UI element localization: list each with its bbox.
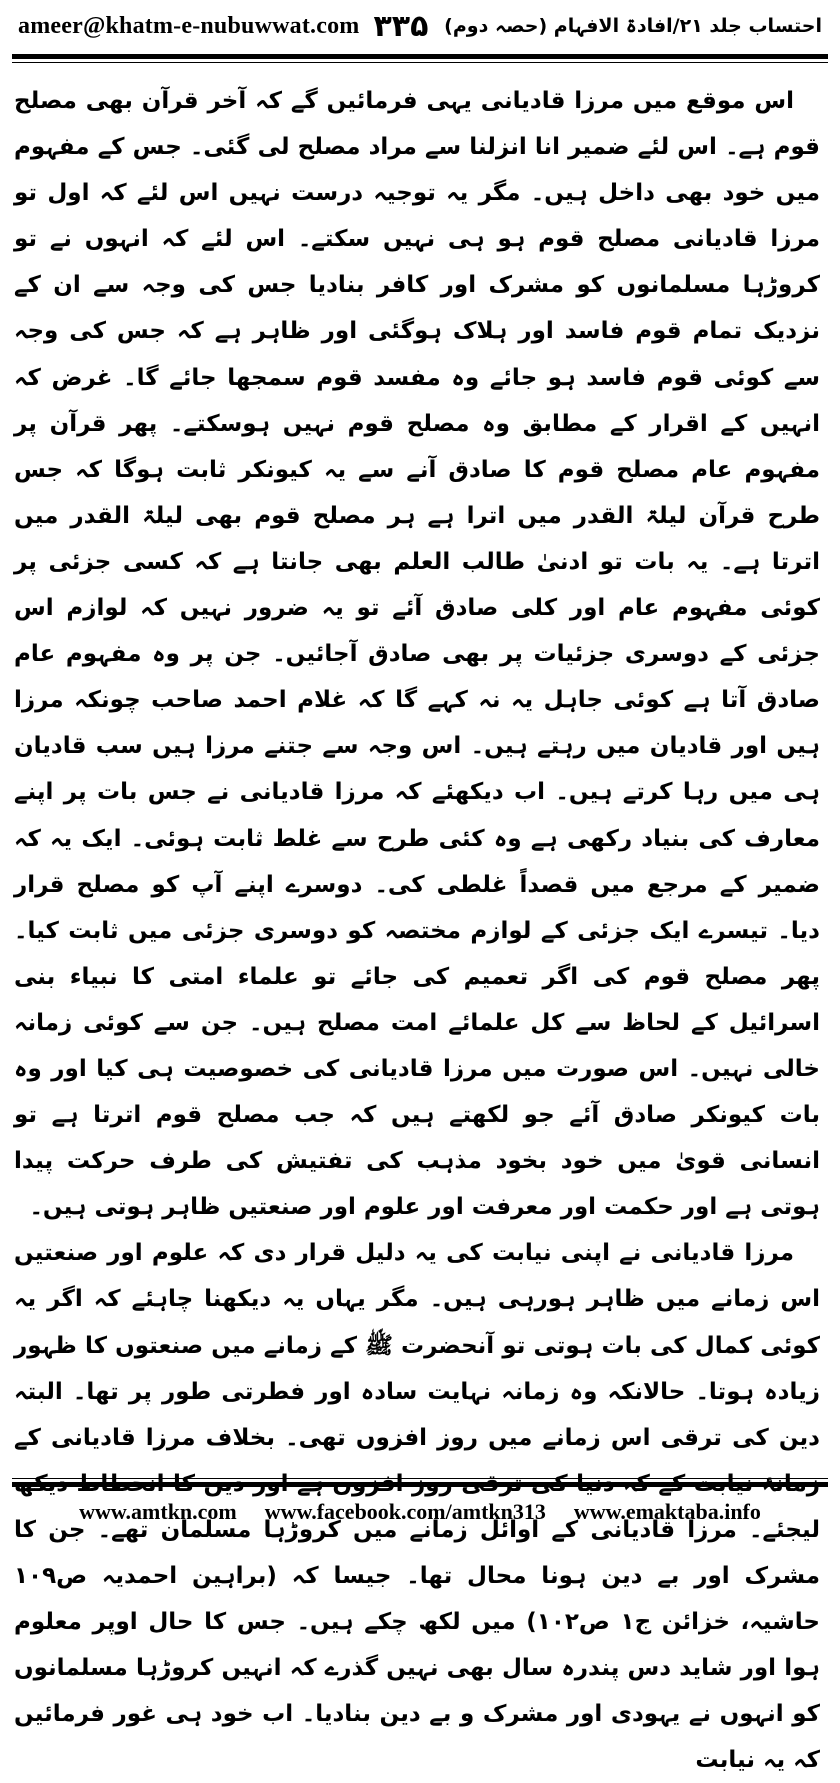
paragraph-2: مرزا قادیانی نے اپنی نیابت کی یہ دلیل قرار دی کہ علوم اور صنعتیں اس زمانے میں ظاہر ہورہی ہیں۔ مگر یہاں یہ دیکھنا چاہئے کہ اگر یہ کوئی کمال کی بات ہوتی تو آنحضرت ﷺ کے زمانے میں صنعتوں کا ظہور زیادہ ہوتا۔ حالانکہ وہ زمانہ نہایت سادہ اور فطرتی طور پر تھا۔ البتہ دین کی ترقی اس زمانے میں روز افزوں تھی۔ بخلاف مرزا قادیانی کے زمانۂ نیابت کے کہ دنیا کی ترقی روز افزوں ہے اور دین کا انحطاط دیکھ لیجئے۔ مرزا قادیانی کے اوائل زمانے میں کروڑہا مسلمان تھے۔ جن کا مشرک اور بے دین ہونا محال تھا۔ جیسا کہ (براہین احمدیہ ص۱۰۹ حاشیہ، خزائن ج۱ ص۱۰۲) میں لکھ چکے ہیں۔ جس کا حال اوپر معلوم ہوا اور شاید دس پندرہ سال بھی نہیں گذرے کہ انہیں کروڑہا مسلمانوں کو انہوں نے یہودی اور مشرک و بے دین بنادیا۔ اب خود ہی غور فرمائیں کہ یہ نیابت — [14, 1240, 820, 1774]
book-title: احتساب جلد ۲۱/افادۃ الافہام (حصہ دوم) — [444, 15, 822, 37]
header-left — [18, 9, 428, 44]
footer-link-facebook[interactable]: www.facebook.com/amtkn313 — [264, 1499, 546, 1524]
header-rule — [12, 54, 828, 63]
page-header — [18, 0, 822, 52]
header-email[interactable]: ameer@khatm-e-nubuwwat.com — [18, 12, 360, 39]
paragraph-1: اس موقع میں مرزا قادیانی یہی فرمائیں گے کہ آخر قرآن بھی مصلح قوم ہے۔ اس لئے ضمیر انا انزلنا سے مراد مصلح لی گئی۔ جس کے مفہوم میں خود بھی داخل ہیں۔ مگر یہ توجیہ درست نہیں اس لئے کہ اول تو مرزا قادیانی مصلح قوم ہو ہی نہیں سکتے۔ اس لئے کہ انہوں نے تو کروڑہا مسلمانوں کو مشرک اور کافر بنادیا جس کی وجہ سے ان کے نزدیک تمام قوم فاسد اور ہلاک ہوگئی اور ظاہر ہے کہ جس کی وجہ سے کوئی قوم فاسد ہو جائے وہ مفسد قوم سمجھا جائے گا۔ غرض کہ انہیں کے اقرار کے مطابق وہ مصلح قوم نہیں ہوسکتے۔ پھر قرآن پر مفہوم عام مصلح قوم کا صادق آنے سے یہ کیونکر ثابت ہوگا کہ جس طرح قرآن لیلۃ القدر میں اترا ہے ہر مصلح قوم بھی لیلۃ القدر میں اترتا ہے۔ یہ بات تو ادنیٰ طالب العلم بھی جانتا ہے کہ کسی جزئی پر کوئی مفہوم عام اور کلی صادق آئے تو یہ ضرور نہیں کہ لوازم اس جزئی کے دوسری جزئیات پر بھی صادق آجائیں۔ جن پر وہ مفہوم عام صادق آتا ہے کوئی جاہل یہ نہ کہے گا کہ غلام احمد صاحب چونکہ مرزا ہیں اور قادیان میں رہتے ہیں۔ اس وجہ سے جتنے مرزا ہیں سب قادیان ہی میں رہا کرتے ہیں۔ اب دیکھئے کہ مرزا قادیانی نے جس بات پر اپنے معارف کی بنیاد رکھی ہے وہ کئی طرح سے غلط ثابت ہوئی۔ ایک یہ کہ ضمیر کے مرجع میں قصداً غلطی کی۔ دوسرے اپنے آپ کو مصلح قرار دیا۔ تیسرے ایک جزئی کے لوازم مختصہ کو دوسری جزئی میں ثابت کیا۔ پھر مصلح قوم کی اگر تعمیم کی جائے تو علماء امتی کا نبیاء بنی اسرائیل کے لحاظ سے کل علمائے امت مصلح ہیں۔ جن سے کوئی زمانہ خالی نہیں۔ اس صورت میں مرزا قادیانی کی خصوصیت ہی کیا اور وہ بات کیونکر صادق آئے جو لکھتے ہیں کہ جب مصلح قوم اترتا ہے تو انسانی قویٰ میں خود بخود مذہب کی تفتیش کی طرف حرکت پیدا ہوتی ہے اور حکمت اور معرفت اور علوم اور صنعتیں ظاہر ہوتی ہیں۔ — [14, 88, 820, 1221]
footer-rule — [12, 1478, 828, 1487]
page-number: ۳۳۵ — [373, 8, 429, 44]
footer-link-amtkn[interactable]: www.amtkn.com — [79, 1499, 237, 1524]
page-footer — [0, 1492, 840, 1532]
footer-link-emaktaba[interactable]: www.emaktaba.info — [573, 1499, 761, 1524]
